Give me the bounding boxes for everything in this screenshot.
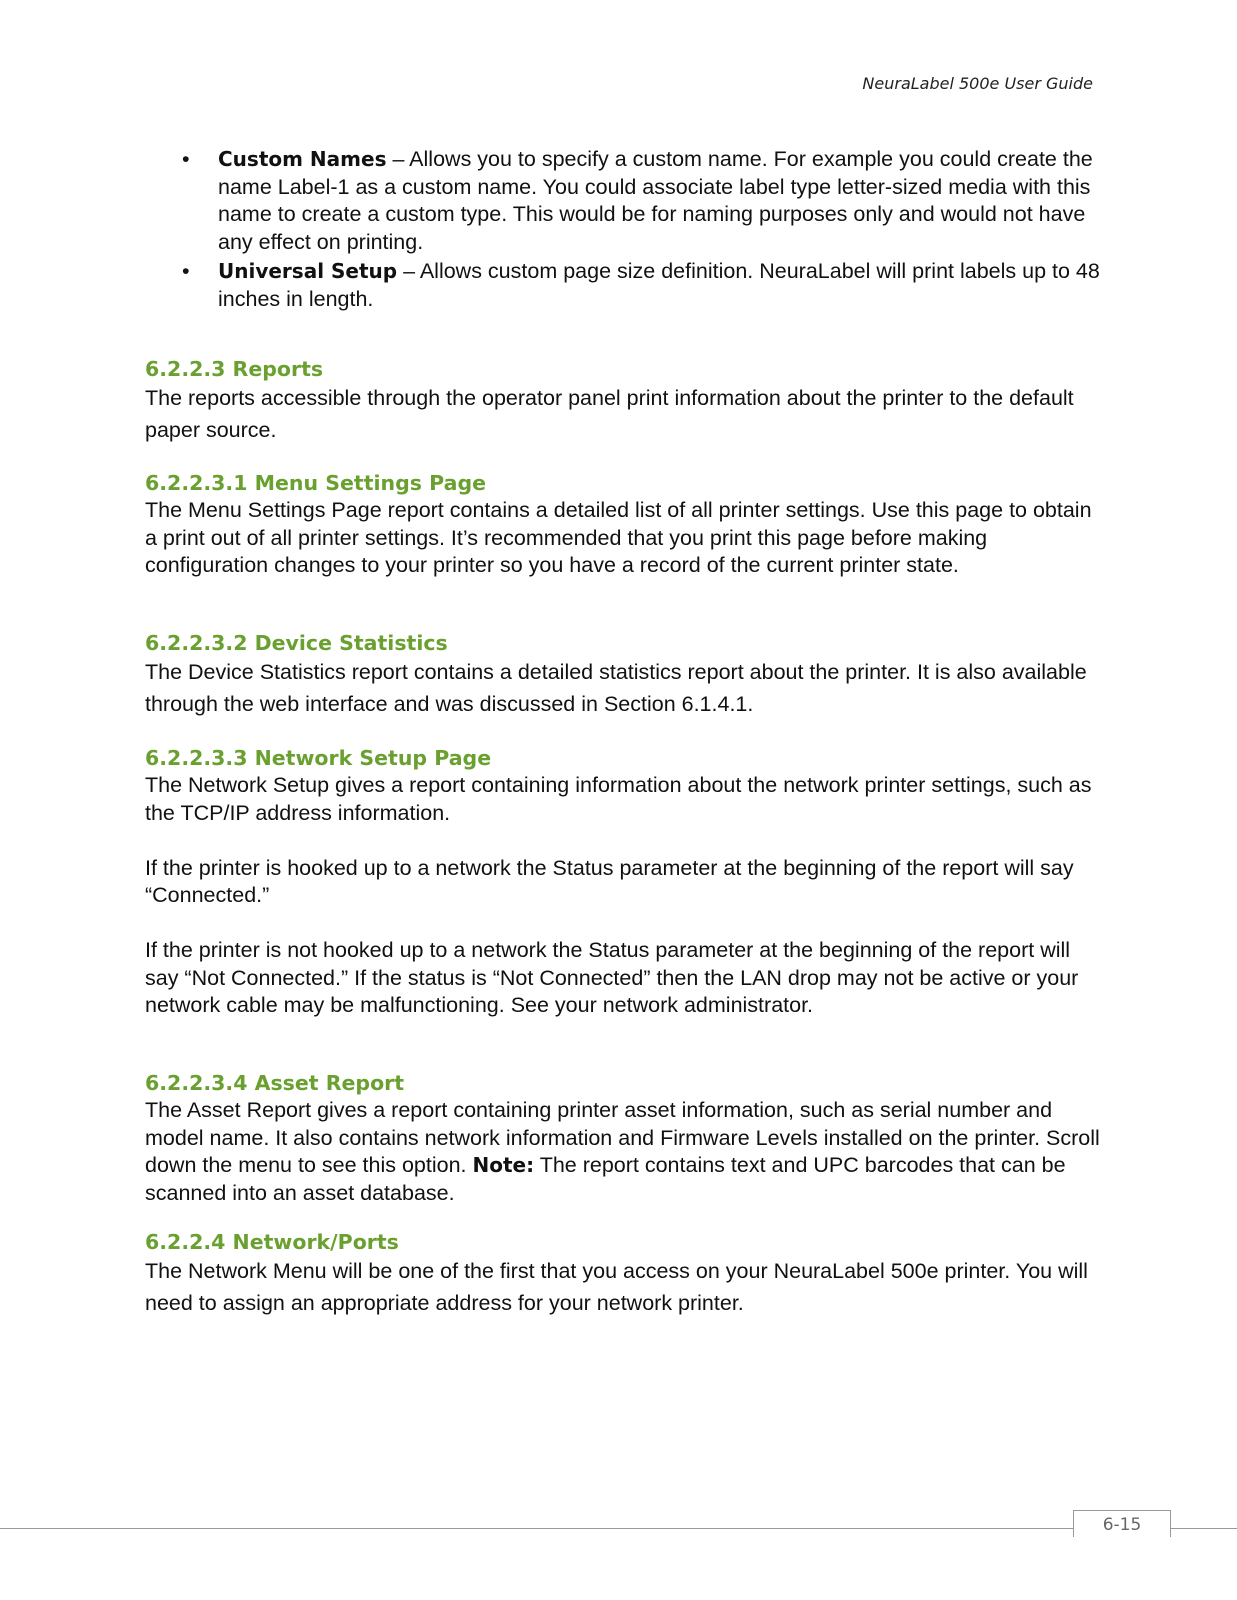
section-device-statistics: [145, 629, 1100, 720]
bullet-icon: •: [182, 147, 190, 171]
page-number: 6-15: [1073, 1510, 1171, 1537]
section-body: The Network Menu will be one of the first that you access on your NeuraLabel 500e printer. You will need to assign an appropriate address for your network printer.: [145, 1259, 1088, 1315]
body-text: The report contains text and UPC barcodes that can be scanned into an asset database.: [145, 1153, 1066, 1205]
section-body: If the printer is not hooked up to a network the Status parameter at the beginning of the report will say “Not Connected.” If the status is “Not Connected” then the LAN drop may not be active or your network cable may be malfunctioning. See your network administrator.: [145, 938, 1079, 1017]
section-body: [145, 1097, 1100, 1207]
section-reports: [145, 355, 1100, 446]
list-item: [182, 258, 1102, 313]
section-body: If the printer is hooked up to a network the Status parameter at the beginning of the report will say “Connected.”: [145, 855, 1074, 907]
section-heading: 6.2.2.3.1 Menu Settings Page: [145, 471, 487, 495]
running-header: NeuraLabel 500e User Guide: [862, 74, 1093, 93]
bullet-text: – Allows custom page size definition. NeuraLabel will print labels up to 48 inches in length.: [218, 259, 1100, 311]
bullet-text: – Allows you to specify a custom name. For example you could create the name Label-1 as a custom name. You could associate label type letter-sized media with this name to create a custom type. This would be for naming purposes only and would not have any effect on printing.: [218, 147, 1093, 254]
footer-rule: [0, 1528, 1237, 1529]
section-body: The Menu Settings Page report contains a detailed list of all printer settings. Use this page to obtain a print out of all printer settings. It’s recommended that you print this page before making configuration changes to your printer so you have a record of the current printer state.: [145, 498, 1092, 577]
section-heading: 6.2.2.3 Reports: [145, 357, 324, 381]
section-heading: 6.2.2.4 Network/Ports: [145, 1230, 399, 1254]
section-heading: 6.2.2.3.2 Device Statistics: [145, 631, 448, 655]
body-text: The Asset Report gives a report containing printer asset information, such as serial number and model name. It also contains network information and Firmware Levels installed on the printer. Scroll down the menu to see this option.: [145, 1098, 1100, 1177]
section-body: The reports accessible through the operator panel print information about the printer to the default paper source.: [145, 386, 1074, 442]
section-body: The Network Setup gives a report containing information about the network printer settings, such as the TCP/IP address information.: [145, 773, 1092, 825]
bullet-term: Universal Setup: [218, 259, 398, 283]
section-network-setup: [145, 744, 1100, 1020]
bullet-icon: •: [182, 259, 190, 283]
bullet-term: Custom Names: [218, 147, 387, 171]
list-item: [182, 146, 1102, 256]
section-heading: 6.2.2.3.3 Network Setup Page: [145, 746, 492, 770]
section-heading: 6.2.2.3.4 Asset Report: [145, 1071, 405, 1095]
note-label: Note:: [472, 1153, 535, 1177]
section-body: The Device Statistics report contains a detailed statistics report about the printer. It is also available through the web interface and was discussed in Section 6.1.4.1.: [145, 660, 1087, 716]
section-menu-settings: [145, 469, 1100, 580]
section-network-ports: [145, 1228, 1100, 1319]
feature-bullet-list: [182, 146, 1102, 315]
section-asset-report: [145, 1069, 1100, 1207]
